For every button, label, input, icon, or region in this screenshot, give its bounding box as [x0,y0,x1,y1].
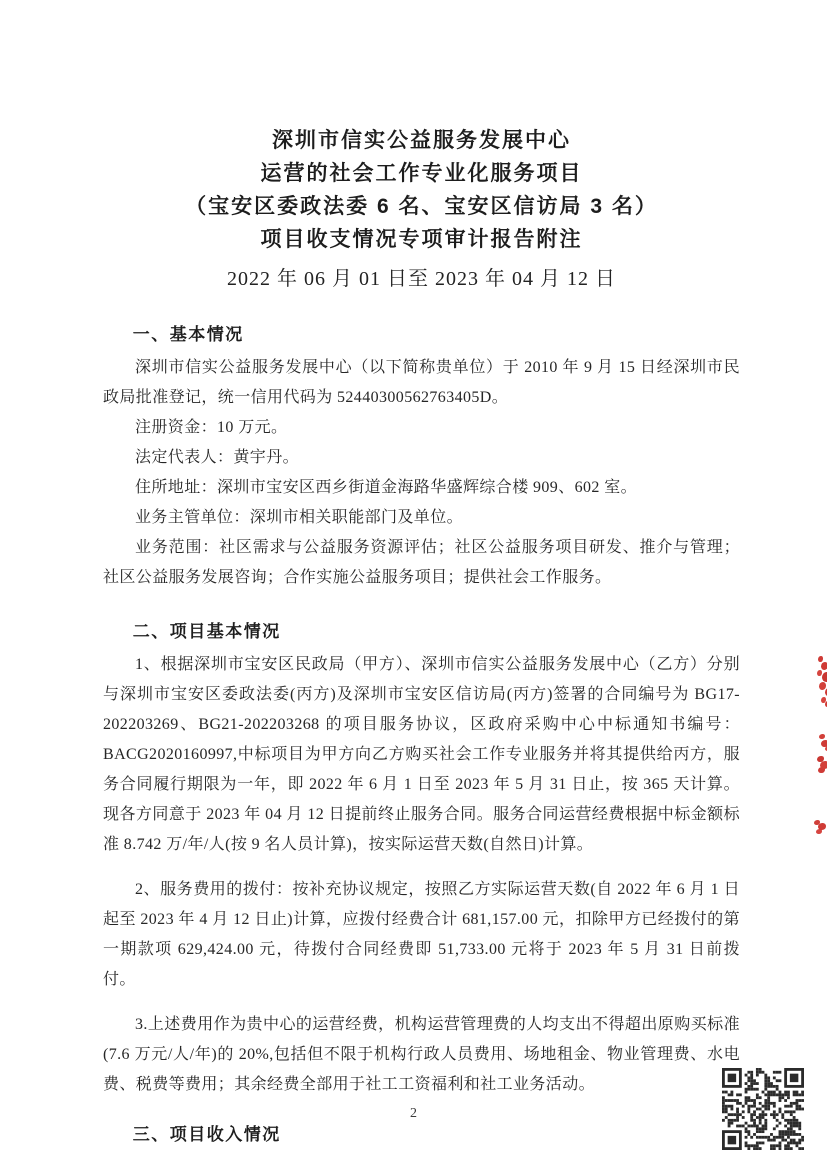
report-title-line-3: （宝安区委政法委 6 名、宝安区信访局 3 名） [185,195,658,218]
paragraph-supervisory-unit: 业务主管单位：深圳市相关职能部门及单位。 [135,509,464,526]
report-title-line-2: 运营的社会工作专业化服务项目 [260,162,583,185]
section-basic-info [103,322,740,593]
report-title-block [103,124,740,296]
paragraph: 深圳市信实公益服务发展中心（以下简称贵单位）于 2010 年 9 月 15 日经深圳市民政局批准登记，统一信用代码为 52440300562763405D。 [103,359,740,406]
section-heading-3: 三、项目收入情况 [132,1125,281,1144]
report-date-range: 2022 年 06 月 01 日至 2023 年 04 月 12 日 [227,268,616,290]
qr-code [722,1068,804,1153]
paragraph-business-scope: 业务范围：社区需求与公益服务资源评估；社区公益服务项目研发、推介与管理；社区公益服务发展咨询；合作实施公益服务项目；提供社会工作服务。 [103,539,740,586]
section-heading-2: 二、项目基本情况 [132,622,281,641]
section-project-income [103,1122,740,1147]
paragraph-payment-terms: 2、服务费用的拨付：按补充协议规定，按照乙方实际运营天数(自 2022 年 6 月 1 日起至 2023 年 4 月 12 日止)计算，应拨付经费合计 681,157.00 元，扣除甲方已经拨付的第一期款项 629,424.00 元，待拨付合同经费即 51,733.00 元将于 2023 年 5 月 31 日前拨付。 [103,881,740,988]
section-heading-1: 一、基本情况 [132,325,244,344]
document-content [0,124,827,1147]
paragraph-contract-details: 1、根据深圳市宝安区民政局（甲方）、深圳市信实公益服务发展中心（乙方）分别与深圳市宝安区委政法委(丙方)及深圳市宝安区信访局(丙方)签署的合同编号为 BG17-202203269、BG21-202203268 的项目服务协议，区政府采购中心中标通知书编号：BACG2020160997,中标项目为甲方向乙方购买社会工作专业服务并将其提供给丙方，服务合同履行期限为一年，即 2022 年 6 月 1 日至 2023 年 5 月 31 日止，按 365 天计算。现各方同意于 2023 年 04 月 12 日提前终止服务合同。服务合同运营经费根据中标金额标准 8.742 万/年/人(按 9 名人员计算)，按实际运营天数(自然日)计算。 [103,656,740,853]
paragraph-expense-rules: 3.上述费用作为贵中心的运营经费，机构运营管理费的人均支出不得超出原购买标准(7.6 万元/人/年)的 20%,包括但不限于机构行政人员费用、场地租金、物业管理费、水电费、税费等费用；其余经费全部用于社工工资福利和社工业务活动。 [103,1016,740,1093]
section-project-info [103,619,740,1100]
report-title-line-4: 项目收支情况专项审计报告附注 [260,228,583,251]
paragraph-registered-capital: 注册资金：10 万元。 [135,419,288,436]
paragraph-address: 住所地址：深圳市宝安区西乡街道金海路华盛辉综合楼 909、602 室。 [135,479,638,496]
paragraph-legal-representative: 法定代表人：黄宇丹。 [135,449,300,466]
page-number: 2 [410,1106,417,1121]
report-title-line-1: 深圳市信实公益服务发展中心 [272,129,571,152]
